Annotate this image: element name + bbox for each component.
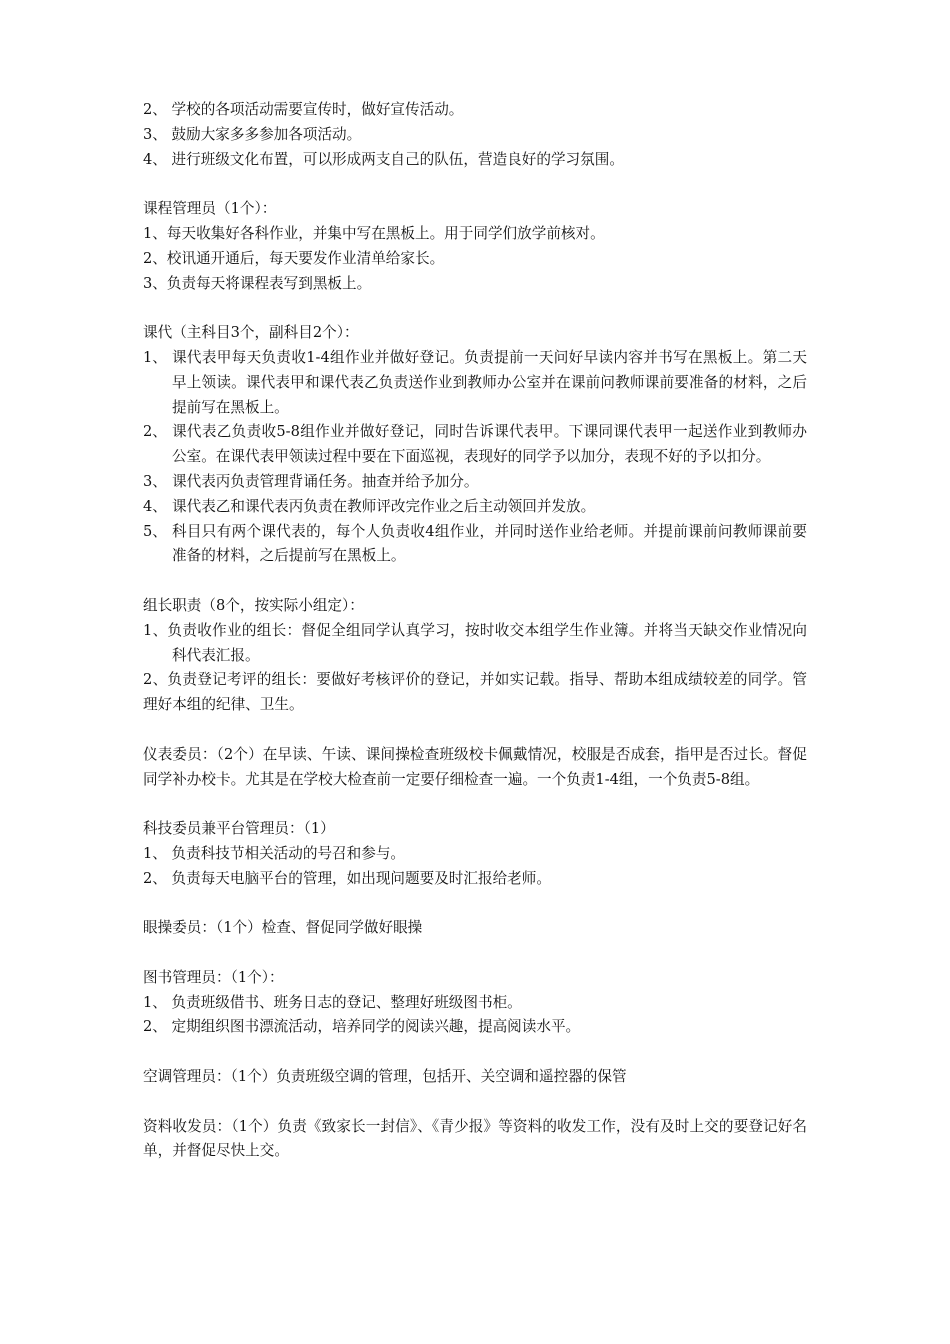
appearance-monitor-paragraph: 仪表委员：（2个）在早读、午读、课间操检查班级校卡佩戴情况，校服是否成套，指甲是否过长。督促同学补办校卡。尤其是在学校大检查前一定要仔细检查一遍。一个负责1-4组，一个负责5-8组。 xyxy=(143,745,807,788)
paragraph-gap xyxy=(143,792,807,817)
paragraph-gap xyxy=(143,892,807,917)
library-admin-section xyxy=(143,966,807,1040)
paragraph-gap xyxy=(143,172,807,197)
item-text: 课代表丙负责管理背诵任务。抽查并给予加分。 xyxy=(172,472,479,490)
group-leader-section xyxy=(143,594,807,718)
item-number: 3、 xyxy=(143,472,167,490)
paragraph-gap xyxy=(143,941,807,966)
document-page xyxy=(143,98,807,1164)
subject-rep-section xyxy=(143,321,807,569)
course-admin-section xyxy=(143,197,807,296)
list-item xyxy=(143,520,807,570)
list-item xyxy=(143,470,807,495)
item-text: 科目只有两个课代表的，每个人负责收4组作业，并同时送作业给老师。并提前课前问教师课前要准备的材料，之后提前写在黑板上。 xyxy=(172,522,807,565)
paragraph-gap xyxy=(143,1090,807,1115)
section-heading: 科技委员兼平台管理员：（1） xyxy=(143,820,335,838)
eye-exercise-paragraph: 眼操委员：（1个）检查、督促同学做好眼操 xyxy=(143,919,423,937)
list-item: 1、每天收集好各科作业，并集中写在黑板上。用于同学们放学前核对。 xyxy=(143,224,605,242)
materials-paragraph: 资料收发员：（1个）负责《致家长一封信》、《青少报》等资料的收发工作，没有及时上交的要登记好名单，并督促尽快上交。 xyxy=(143,1117,807,1160)
paragraph-gap xyxy=(143,296,807,321)
list-item xyxy=(143,346,807,420)
list-item: 2、校讯通开通后，每天要发作业清单给家长。 xyxy=(143,249,445,267)
list-item: 2、 定期组织图书漂流活动，培养同学的阅读兴趣，提高阅读水平。 xyxy=(143,1018,581,1036)
item-number: 4、 xyxy=(143,497,167,515)
list-item: 1、负责收作业的组长：督促全组同学认真学习，按时收交本组学生作业簿。并将当天缺交作业情况向科代表汇报。 xyxy=(143,621,807,664)
list-item: 1、 负责科技节相关活动的号召和参与。 xyxy=(143,844,406,862)
list-item: 3、 鼓励大家多多参加各项活动。 xyxy=(143,125,362,143)
list-item: 2、负责登记考评的组长：要做好考核评价的登记，并如实记载。指导、帮助本组成绩较差的同学。管理好本组的纪律、卫生。 xyxy=(143,671,807,714)
section-heading: 组长职责（8个，按实际小组定）： xyxy=(143,596,364,614)
paragraph-gap xyxy=(143,718,807,743)
item-number: 5、 xyxy=(143,522,167,540)
list-item xyxy=(143,495,807,520)
list-item: 3、负责每天将课程表写到黑板上。 xyxy=(143,274,372,292)
paragraph-gap xyxy=(143,569,807,594)
item-text: 课代表乙和课代表丙负责在教师评改完作业之后主动领回并发放。 xyxy=(172,497,596,515)
ac-admin-paragraph: 空调管理员：（1个）负责班级空调的管理，包括开、关空调和遥控器的保管 xyxy=(143,1068,627,1086)
list-item: 2、 负责每天电脑平台的管理，如出现问题要及时汇报给老师。 xyxy=(143,869,551,887)
tech-committee-section xyxy=(143,817,807,891)
item-number: 1、 xyxy=(143,348,167,366)
item-text: 课代表甲每天负责收1-4组作业并做好登记。负责提前一天问好早读内容并书写在黑板上。第二天早上领读。课代表甲和课代表乙负责送作业到教师办公室并在课前问教师课前要准备的材料，之后提前写在黑板上。 xyxy=(172,348,807,416)
list-item: 2、 学校的各项活动需要宣传时，做好宣传活动。 xyxy=(143,101,464,118)
paragraph-gap xyxy=(143,1040,807,1065)
list-item: 1、 负责班级借书、班务日志的登记、整理好班级图书柜。 xyxy=(143,993,522,1011)
list-item xyxy=(143,420,807,470)
section-heading: 课程管理员（1个）： xyxy=(143,200,277,218)
publicity-duties-list xyxy=(143,98,807,172)
item-number: 2、 xyxy=(143,423,167,441)
section-heading: 课代（主科目3个，副科目2个）： xyxy=(143,324,359,342)
item-text: 课代表乙负责收5-8组作业并做好登记，同时告诉课代表甲。下课同课代表甲一起送作业到教师办公室。在课代表甲领读过程中要在下面巡视，表现好的同学予以加分，表现不好的予以扣分。 xyxy=(172,423,807,466)
section-heading: 图书管理员：（1个）： xyxy=(143,968,284,986)
list-item: 4、 进行班级文化布置，可以形成两支自己的队伍，营造良好的学习氛围。 xyxy=(143,150,624,168)
